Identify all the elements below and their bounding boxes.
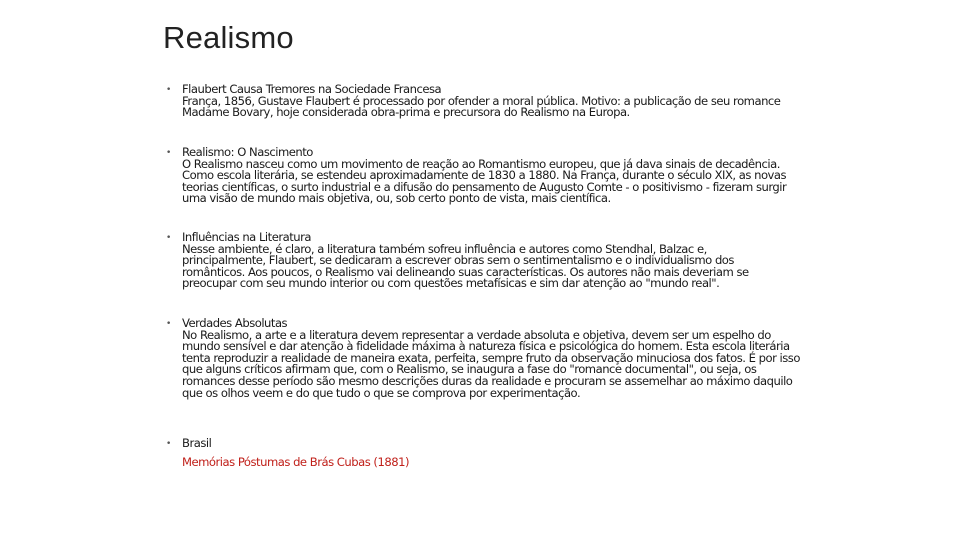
bullet-heading: Influências na Literatura <box>182 230 311 244</box>
bullet-dot-icon: • <box>166 148 172 158</box>
book-link[interactable]: Memórias Póstumas de Brás Cubas (1881) <box>182 454 409 469</box>
bullet-dot-icon: • <box>166 85 172 95</box>
bullet-dot-icon: • <box>166 233 172 243</box>
bullet-content <box>182 147 802 205</box>
bullet-dot-icon: • <box>166 439 172 449</box>
bullet-content <box>182 318 802 399</box>
bullet-content <box>182 232 802 290</box>
bullet-content <box>182 84 802 119</box>
bullet-heading: Brasil <box>182 436 212 450</box>
bullet-dot-icon: • <box>166 319 172 329</box>
bullet-text: França, 1856, Gustave Flaubert é processado por ofender a moral pública. Motivo: a publicação de seu romance Madame Bovary, hoje considerada obra-prima e precursora do Realismo na Europa. <box>182 93 781 120</box>
bullet-text: Nesse ambiente, é claro, a literatura também sofreu influência e autores como Stendhal, Balzac e, principalmente, Flaubert, se dedicaram a escrever obras sem o sentimentalismo e o individualismo dos românticos. Aos poucos, o Realismo vai delineando suas características. Os autores não mais deveriam se preocupar com seu mundo interior ou com questões metafísicas e sim dar atenção ao "mundo real". <box>182 241 749 291</box>
bullet-heading: Realismo: O Nascimento <box>182 145 313 159</box>
bullet-heading: Flaubert Causa Tremores na Sociedade Francesa <box>182 82 442 96</box>
slide-title: Realismo <box>163 20 294 55</box>
bullet-content <box>182 438 802 468</box>
bullet-heading: Verdades Absolutas <box>182 316 288 330</box>
bullet-text: O Realismo nasceu como um movimento de reação ao Romantismo europeu, que já dava sinais de decadência. Como escola literária, se estendeu aproximadamente de 1830 a 1880. Na França, durante o século XIX, as novas teorias científicas, o surto industrial e a difusão do pensamento de Augusto Comte - o positivismo - fizeram surgir uma visão de mundo mais objetiva, ou, sob certo ponto de vista, mais científica. <box>182 156 787 206</box>
bullet-text: No Realismo, a arte e a literatura devem representar a verdade absoluta e objetiva, devem ser um espelho do mundo sensível e dar atenção à fidelidade máxima à natureza física e psicológica do homem. Esta escola literária tenta reproduzir a realidade de maneira exata, perfeita, sempre fruto da observação minuciosa dos fatos. É por isso que alguns críticos afirmam que, com o Realismo, se inaugura a fase do "romance documental", ou seja, os romances desse período são mesmo descrições duras da realidade e procuram se assemelhar ao máximo daquilo que os olhos veem e do que tudo o que se comprova por experimentação. <box>182 327 800 400</box>
